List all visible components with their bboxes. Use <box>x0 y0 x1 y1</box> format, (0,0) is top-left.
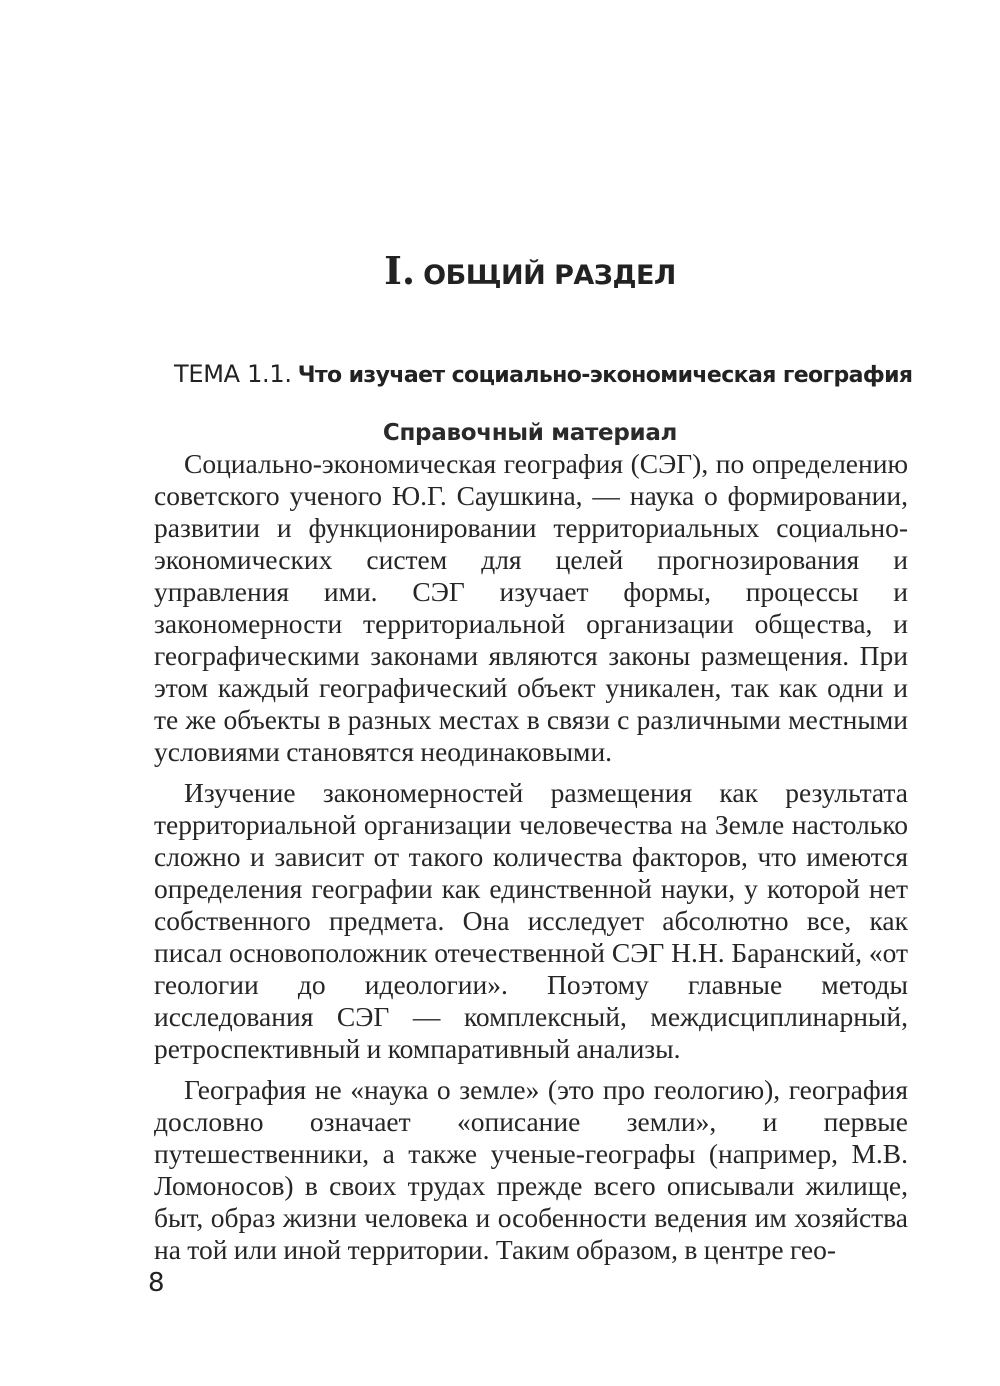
paragraph-2: Изучение закономерностей размещения как результата территориальной организации человечества на Земле настолько сложно и зависит от такого количества факторов, что имеются определения географии как единственной науки, у которой нет собственного предмета. Она исследует абсолютно все, как писал основоположник отечественной СЭГ Н.Н. Баранский, «от геологии до идеологии». Поэтому главные методы исследования СЭГ — комплексный, междисциплинарный, ретроспективный и компаративный анализы. <box>154 777 908 1064</box>
page-number: 8 <box>148 1268 165 1298</box>
paragraph-1: Социально-экономическая география (СЭГ), по определению советского ученого Ю.Г. Саушкина, — наука о формировании, развитии и функционировании территориальных социально-экономических систем для целей прогнозирования и управления ими. СЭГ изучает формы, процессы и закономерности территориальной организации общества, и географическими законами являются законы размещения. При этом каждый географический объект уникален, так как одни и те же объекты в разных местах в связи с различными местными условиями становятся неодинаковыми. <box>154 448 908 767</box>
topic-heading <box>174 360 912 388</box>
paragraph-3: География не «наука о земле» (это про геологию), география дословно означает «описание земли», и первые путешественники, а также ученые-географы (например, М.В. Ломоносов) в своих трудах прежде всего описывали жилище, быт, образ жизни человека и особенности ведения им хозяйства на той или иной территории. Таким образом, в центре гео- <box>154 1074 908 1265</box>
reference-material-heading: Справочный материал <box>382 420 678 446</box>
topic-name: Что изучает социально-экономическая география <box>297 363 913 388</box>
body-text <box>154 448 908 1275</box>
section-numeral: I <box>384 248 402 293</box>
section-title <box>0 248 1000 293</box>
topic-label: ТЕМА 1.1. <box>174 360 292 388</box>
section-name: ОБЩИЙ РАЗДЕЛ <box>423 260 676 291</box>
section-numeral-dot: . <box>401 248 416 293</box>
